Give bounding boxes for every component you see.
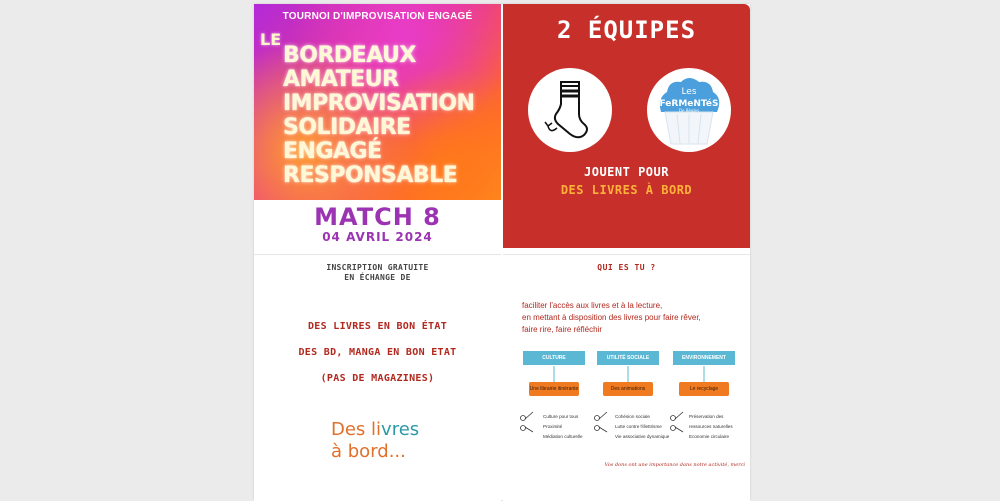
detail-item: Préservation des: [689, 414, 724, 419]
logo-text-c: à bord...: [331, 441, 406, 462]
actions-row: [517, 382, 739, 404]
sock-icon: [528, 68, 612, 152]
match-title: MATCH 8: [314, 203, 441, 231]
detail-item: Economie circulaire: [689, 434, 730, 439]
match-block: [254, 200, 501, 248]
detail-item: Cohésion sociale: [615, 414, 650, 419]
value-tag: CULTURE: [523, 351, 585, 365]
about-panel: [503, 254, 750, 501]
registration-panel: [254, 254, 501, 501]
scissors-icon: [521, 412, 534, 432]
value-tag: ENVIRONNEMENT: [673, 351, 735, 365]
registration-exchange: EN ÉCHANGE DE: [344, 273, 411, 282]
connector-lines: [517, 366, 739, 382]
play-for-label: JOUENT POUR: [584, 165, 669, 179]
logo-text-a: Des li: [331, 419, 382, 440]
poster-le: LE: [260, 30, 282, 49]
team-fermentes-label-city: De Bègles: [678, 108, 700, 113]
donation-item: (PAS DE MAGAZINES): [320, 373, 435, 384]
teams-title: 2 ÉQUIPES: [556, 16, 697, 44]
mission-line: faire rire, faire réfléchir: [522, 325, 603, 334]
mission-text: [522, 300, 747, 336]
detail-column: [615, 412, 685, 442]
cupcake-icon: [647, 68, 731, 152]
beneficiary-name: DES LIVRES À BORD: [560, 183, 693, 197]
detail-item: Lutte contre l'illettrisme: [615, 424, 662, 429]
detail-column: [543, 412, 613, 442]
about-title: QUI ES TU ?: [597, 263, 656, 272]
team-fermentes-logo: [647, 68, 731, 152]
mission-line: en mettant à disposition des livres pour faire rêver,: [522, 313, 701, 322]
poster-line: SOLIDAIRE: [283, 115, 411, 140]
poster-header: TOURNOI D'IMPROVISATION ENGAGÉ: [282, 11, 473, 22]
poster-line: RESPONSABLE: [283, 163, 458, 188]
detail-item: Proximité: [543, 424, 563, 429]
donation-list: [254, 314, 501, 392]
mission-line: faciliter l'accès aux livres et à la lecture,: [522, 301, 663, 310]
match-date: 04 AVRIL 2024: [322, 230, 433, 244]
action-tag: Des animations: [603, 382, 653, 396]
action-tag: Le recyclage: [679, 382, 729, 396]
poster-line: IMPROVISATION: [283, 91, 475, 116]
detail-column: [689, 412, 759, 442]
event-card: [254, 4, 750, 500]
action-tag: Une librairie itinérante: [529, 382, 579, 396]
detail-item: Culture pour tous: [543, 414, 579, 419]
team-fermentes-label: FeRMeNTéS: [659, 99, 719, 109]
tournament-poster: [254, 4, 501, 200]
detail-item: Vie associative dynamique: [615, 434, 670, 439]
thanks-note: Vos dons ont une importance dans notre activité, merci: [604, 462, 745, 468]
teams-panel: [503, 4, 750, 248]
logo-text-b: vres: [381, 419, 420, 440]
donation-item: DES BD, MANGA EN BON ETAT: [298, 347, 457, 358]
donation-item: DES LIVRES EN BON ÉTAT: [307, 321, 448, 332]
team-sock-logo: [528, 68, 612, 152]
poster-acronym: [283, 44, 474, 188]
poster-line: ENGAGÉ: [283, 139, 382, 164]
detail-item: ressources naturelles: [689, 424, 733, 429]
detail-item: Médiation culturelle: [543, 434, 583, 439]
value-tag: UTILITÉ SOCIALE: [597, 351, 659, 365]
poster-line: BORDEAUX: [283, 43, 416, 68]
team-fermentes-label-les: Les: [681, 87, 697, 97]
des-livres-a-bord-logo: [331, 419, 441, 479]
registration-free: INSCRIPTION GRATUITE: [326, 263, 429, 272]
poster-line: AMATEUR: [283, 67, 399, 92]
